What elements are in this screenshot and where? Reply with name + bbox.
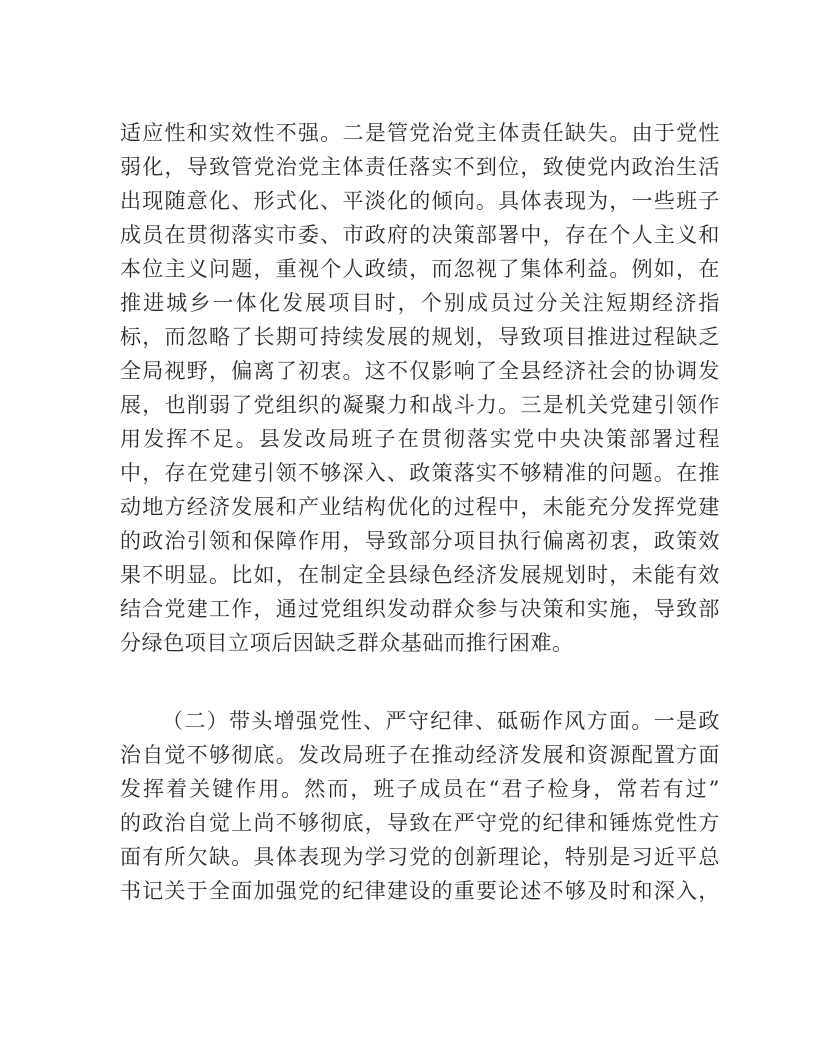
paragraph-line: 果不明显。比如，在制定全县绿色经济发展规划时，未能有效	[120, 563, 720, 587]
paragraph-line: 本位主义问题，重视个人政绩，而忽视了集体利益。例如，在	[120, 257, 720, 281]
paragraph-line: 结合党建工作，通过党组织发动群众参与决策和实施，导致部	[120, 597, 720, 621]
paragraph-line: 出现随意化、形式化、平淡化的倾向。具体表现为，一些班子	[120, 189, 720, 213]
paragraph-line: 成员在贯彻落实市委、市政府的决策部署中，存在个人主义和	[120, 223, 720, 247]
paragraph-line: 的政治引领和保障作用，导致部分项目执行偏离初衷，政策效	[120, 529, 720, 553]
paragraph-line: 发挥着关键作用。然而，班子成员在“君子检身，常若有过”	[120, 777, 720, 801]
paragraph-line: 展，也削弱了党组织的凝聚力和战斗力。三是机关党建引领作	[120, 393, 720, 417]
paragraph-line: 面有所欠缺。具体表现为学习党的创新理论，特别是习近平总	[120, 845, 720, 869]
paragraph-line: 治自觉不够彻底。发改局班子在推动经济发展和资源配置方面	[120, 743, 720, 767]
paragraph-line: 中，存在党建引领不够深入、政策落实不够精准的问题。在推	[120, 461, 720, 485]
paragraph-line: 弱化，导致管党治党主体责任落实不到位，致使党内政治生活	[120, 155, 720, 179]
body-paragraph-1	[120, 116, 720, 660]
paragraph-line: 的政治自觉上尚不够彻底，导致在严守党的纪律和锤炼党性方	[120, 811, 720, 835]
paragraph-line: 全局视野，偏离了初衷。这不仅影响了全县经济社会的协调发	[120, 359, 720, 383]
paragraph-line: 用发挥不足。县发改局班子在贯彻落实党中央决策部署过程	[120, 427, 720, 451]
paragraph-line: 书记关于全面加强党的纪律建设的重要论述不够及时和深入，	[120, 879, 720, 903]
paragraph-line: （二）带头增强党性、严守纪律、砥砺作风方面。一是政	[162, 709, 720, 733]
paragraph-line: 动地方经济发展和产业结构优化的过程中，未能充分发挥党建	[120, 495, 720, 519]
paragraph-line: 推进城乡一体化发展项目时，个别成员过分关注短期经济指	[120, 291, 720, 315]
paragraph-line: 适应性和实效性不强。二是管党治党主体责任缺失。由于党性	[120, 121, 720, 145]
body-paragraph-2	[120, 704, 720, 908]
paragraph-line: 分绿色项目立项后因缺乏群众基础而推行困难。	[120, 631, 574, 655]
paragraph-line: 标，而忽略了长期可持续发展的规划，导致项目推进过程缺乏	[120, 325, 720, 349]
